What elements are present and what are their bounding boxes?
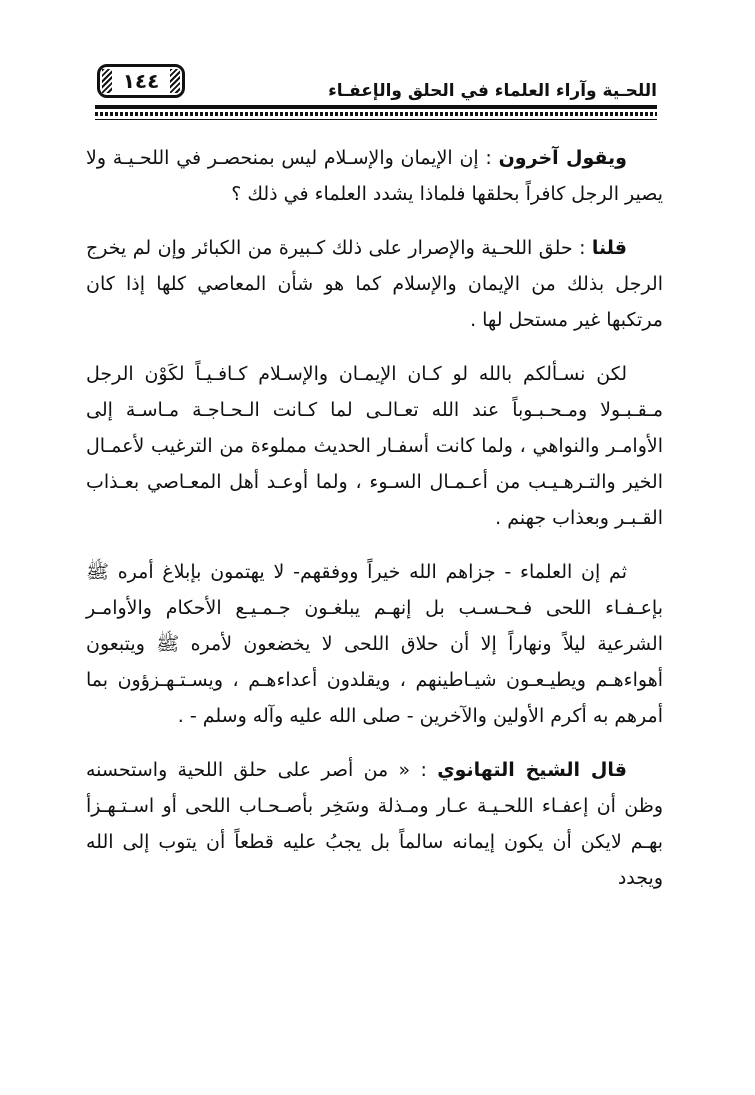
paragraph-text: : « من أصر على حلق اللحية واستحسنه وظن أن إعفـاء اللحـيـة عـار ومـذلة وسَخِر بأصـحـاب اللحى أو اسـتـهـزأ بهـم لايكن أن يكون إيمانه سالماً بل يجبُ عليه قطعاً أن يتوب إلى الله ويجدد <box>86 759 663 889</box>
paragraph-question <box>86 356 663 536</box>
paragraph-text: : إن الإيمان والإسـلام ليس بمنحصـر في اللحـيـة ولا يصير الرجل كافراً بحلقها فلماذا يشدد العلماء في ذلك ؟ <box>86 147 663 205</box>
paragraph-scholars <box>86 554 663 734</box>
paragraph-text: لكن نسـألكم بالله لو كـان الإيمـان والإسـلام كـافـيـاً لكَوْن الرجل مـقـبـولا ومـحـبـوباً عند الله تعـالـى لما كـانت الـحـاجـة مـاسـة إلى الأوامـر والنواهي ، ولما كانت أسفـار الحديث مملوءة من الترغيب لأعمـال الخير والتـرهـيـب من أعـمـال السـوء ، ولما أوعـد أهل المعـاصي بعـذاب القـبـر وبعذاب جهنم . <box>86 363 663 529</box>
header-rule-hairline <box>95 119 657 120</box>
running-title: اللحـية وآراء العلماء في الحلق والإعفـاء <box>328 81 657 101</box>
page-body <box>86 140 663 914</box>
header-rule-thick <box>95 105 657 109</box>
paragraph-lead: قال الشيخ التهانوي <box>437 759 627 781</box>
header-rule-dashed <box>95 112 657 116</box>
page-number-badge <box>97 64 185 98</box>
paragraph-thanawi <box>86 752 663 896</box>
paragraph-others-say <box>86 140 663 212</box>
page-number: ١٤٤ <box>122 69 160 93</box>
paragraph-lead: ويقول آخرون <box>498 147 627 169</box>
paragraph-text: ثم إن العلماء - جزاهم الله خيراً ووفقهم- لا يهتمون بإبلاغ أمره ﷺ بإعـفـاء اللحى فـحـسـب بل إنهـم يبلغـون جـمـيـع الأحكام والأوامـر الشرعية ليلاً ونهاراً إلا أن حلاق اللحى لا يخضعون لأمره ﷺ ويتبعون أهواءهـم ويطيـعـون شيـاطينهم ، ويقلدون أعداءهـم ، ويسـتـهـزؤون بما أمرهم به أكرم الأولين والآخرين - صلى الله عليه وآله وسلم - . <box>86 561 663 727</box>
paragraph-text: : حلق اللحـية والإصرار على ذلك كـبيرة من الكبائر وإن لم يخرج الرجل بذلك من الإيمان والإسلام كما هو شأن المعاصي كلها إذا كان مرتكبها غير مستحل لها . <box>86 237 663 331</box>
paragraph-we-said <box>86 230 663 338</box>
paragraph-lead: قلنا <box>591 237 627 259</box>
